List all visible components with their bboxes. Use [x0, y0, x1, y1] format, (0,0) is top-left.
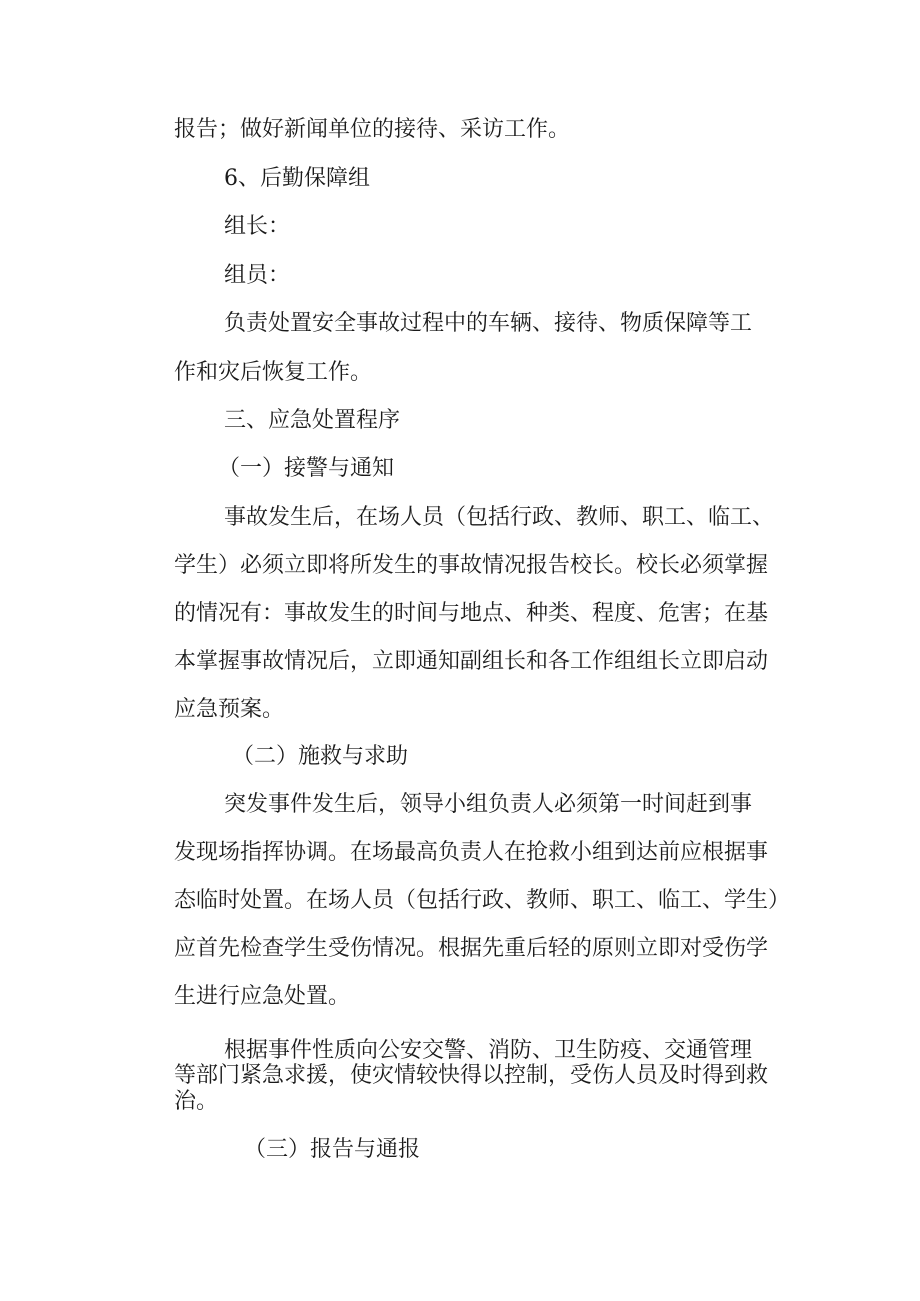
text-line: 治。 — [174, 1089, 219, 1114]
text-line: 作和灾后恢复工作。 — [174, 360, 373, 385]
text-line: 组员： — [224, 263, 291, 288]
section-heading: 6、后勤保障组 — [224, 166, 370, 191]
text-line: 态临时处置。在场人员（包括行政、教师、职工、临工、学生） — [174, 888, 791, 913]
text-line: 报告；做好新闻单位的接待、采访工作。 — [174, 117, 571, 142]
text-line: 应首先检查学生受伤情况。根据先重后轻的原则立即对受伤学 — [174, 936, 769, 961]
text-line: 生进行应急处置。 — [174, 984, 351, 1009]
text-line: 应急预案。 — [174, 697, 285, 722]
text-line: 突发事件发生后，领导小组负责人必须第一时间赶到事 — [224, 792, 753, 817]
subsection-heading: （一）接警与通知 — [218, 456, 395, 481]
text-line: 等部门紧急求援，使灾情较快得以控制，受伤人员及时得到救 — [174, 1063, 769, 1088]
text-line: 根据事件性质向公安交警、消防、卫生防疫、交通管理 — [224, 1038, 753, 1063]
subsection-heading: （三）报告与通报 — [244, 1137, 421, 1162]
section-heading: 三、应急处置程序 — [224, 408, 401, 433]
text-line: 的情况有：事故发生的时间与地点、种类、程度、危害；在基 — [174, 601, 769, 626]
text-line: 发现场指挥协调。在场最高负责人在抢救小组到达前应根据事 — [174, 840, 769, 865]
text-line: 本掌握事故情况后，立即通知副组长和各工作组组长立即启动 — [174, 649, 769, 674]
text-line: 组长： — [224, 214, 291, 239]
subsection-heading: （二）施救与求助 — [232, 744, 409, 769]
text-line: 学生）必须立即将所发生的事故情况报告校长。校长必须掌握 — [174, 553, 769, 578]
text-line: 事故发生后，在场人员（包括行政、教师、职工、临工、 — [224, 505, 775, 530]
text-line: 负责处置安全事故过程中的车辆、接待、物质保障等工 — [224, 311, 753, 336]
